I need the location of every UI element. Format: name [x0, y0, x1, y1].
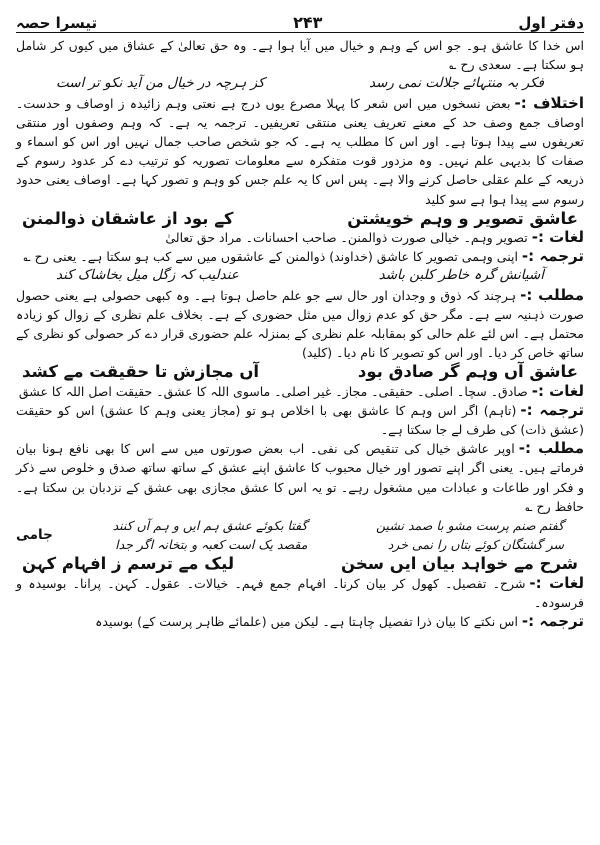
verse-second-hemistich: کز ہرچہ در خیال من آید نکو تر است	[56, 75, 265, 92]
paragraph-text: صادق۔ سچا۔ اصلی۔ حقیقی۔ مجاز۔ غیر اصلی۔ ماسوی اللہ کا عشق۔ حقیقت اصل اللہ کا عشق	[18, 383, 528, 399]
verse-second-hemistich: کے بود از عاشقان ذوالمنن	[22, 208, 234, 228]
verse-second-hemistich: عندلیب کہ زگل میل بخاشاک کند	[56, 267, 239, 284]
couplet-line: سر گشتگان کوئے بتاں را نمی خرد	[387, 537, 564, 553]
poetry-block	[16, 516, 584, 554]
paragraph	[16, 382, 584, 401]
paragraph-text: بعض نسخوں میں اس شعر کا پہلا مصرع یوں درج ہے نعتی وہم زائیدہ ز اوصاف و حدست۔ اوصاف جمع وصف حد کے معنے تعریف یعنی منتقی تعریفیں۔ ترجمہ یہ ہے۔ کہ وہم وصفوں اور منتقی تعریفوں سے پیدا ہوتا ہے۔ اور اس کا مطلب یہ ہے۔ کہ جو شخص صاحب جمال نہیں اور اس کو اسماء و صفات کا بدیہی علم نہیں۔ وہ مزدور قوت متفکرہ سے معلومات تصوریہ کو ترتیب دے کر عدود رسوم کے ذریعہ کے علم عقلی حاصل کرنے والا ہے۔ پس اس کا یہ علم جس کو وہم و تصور کہا ہے۔ اوصاف یعنی حدود رسوم سے پیدا ہوا ہے سو کلید	[16, 95, 584, 207]
header-part-title: تیسرا حصہ	[16, 14, 98, 32]
paragraph	[16, 574, 584, 612]
section-label: ترجمہ :-	[521, 247, 584, 266]
masnavi-couplet	[16, 554, 584, 573]
section-label: لغات :-	[529, 573, 584, 592]
couplet-grid	[61, 516, 584, 554]
paragraph	[16, 286, 584, 363]
paragraph-text: شرح۔ تفصیل۔ کھول کر بیان کرنا۔ افہام جمع فہم۔ خیالات۔ عقول۔ کہن۔ پرانا۔ بوسیدہ و فرسودہ۔	[16, 575, 584, 610]
couplet-line: گفتم صنم پرست مشو با صمد نشین	[376, 518, 564, 534]
couplet-line: گفتا بکوئے عشق ہم ایں و ہم آں کنند	[112, 518, 308, 534]
paragraph	[16, 36, 584, 74]
masnavi-couplet	[16, 209, 584, 228]
quoted-verse	[16, 266, 584, 285]
page-content	[16, 33, 584, 631]
verse-second-hemistich: لیک مے ترسم ز افہام کہن	[22, 554, 235, 574]
paragraph-text: ہرچند کہ ذوق و وجدان اور حال سے جو علم حاصل ہوتا ہے۔ وہ کبھی حصولی ہے یعنی حصول صورت ذہنیہ سے ہے۔ مگر حق کو عدم زوال میں مثل حضوری کے ہے۔ بخلاف علم نظری کے زوال کو زیادہ محتمل ہے۔ اس لئے علم حالی کو بمقابلہ علم نظری کے بمنزلہ علم حضوری قرار دے کر حصولی کو نظری کے ساتھ خاص کر دیا۔ اور اس کو تصویر کا نام دیا۔ (کلید)	[16, 287, 584, 361]
section-label: لغات :-	[531, 228, 584, 247]
paragraph	[16, 94, 584, 209]
verse-first-hemistich: آشیانش گرہ خاطر کلبن باشد	[378, 267, 544, 284]
verse-first-hemistich: شرح مے خواہد بیان ایں سخن	[341, 554, 578, 574]
paragraph-text: تصویر وہم۔ خیالی صورت ذوالمنن۔ صاحب احسانات۔ مراد حق تعالیٰ	[165, 230, 528, 246]
quoted-verse	[16, 74, 584, 93]
section-label: مطلب :-	[518, 439, 584, 458]
paragraph	[16, 612, 584, 631]
paragraph-text: اس خدا کا عاشق ہو۔ جو اس کے وہم و خیال میں آیا ہوا ہے۔ وہ حق تعالیٰ کے عشاق میں کیوں کر شامل ہو سکتا ہے۔ سعدی رح ؎	[16, 38, 584, 73]
section-label: لغات :-	[531, 381, 584, 400]
section-label: ترجمہ :-	[521, 612, 584, 631]
paragraph	[16, 439, 584, 516]
header-section-title: دفتر اول	[518, 14, 584, 32]
paragraph	[16, 401, 584, 439]
verse-first-hemistich: عاشق آں وہم گر صادق بود	[357, 362, 578, 382]
section-label: ترجمہ :-	[520, 400, 584, 419]
verse-first-hemistich: عاشق تصویر و وہم خویشتن	[347, 208, 578, 228]
verse-second-hemistich: آں مجازش تا حقیقت مے کشد	[22, 362, 260, 382]
paragraph-text: (تاہم) اگر اس وہم کا عاشق بھی با اخلاص ہو تو (مجاز یعنی وہم کا عشق) اس کو حقیقت (عشق ذات) کی طرف لے جا سکتا ہے۔	[16, 402, 584, 438]
paragraph-text: اپنی وہمی تصویر کا عاشق (خداوند) ذوالمنن کے عاشقوں میں سے کب ہو سکتا ہے۔ یعنی رح ؎	[23, 249, 518, 265]
poet-name: جامی	[16, 526, 53, 543]
paragraph-text: اس نکتے کا بیان ذرا تفصیل چاہتا ہے۔ لیکن میں (علمائے ظاہر پرست کے) بوسیدہ	[95, 614, 518, 630]
paragraph	[16, 228, 584, 247]
page-header	[16, 6, 584, 33]
page-number: ۲۴۳	[293, 13, 323, 32]
couplet-line: مقصد یک است کعبہ و بتخانہ اگر جدا	[115, 537, 308, 553]
verse-first-hemistich: فکر بہ منتہائے جلالت نمی رسد	[368, 75, 544, 92]
masnavi-couplet	[16, 362, 584, 381]
paragraph-text: اوپر عاشق خیال کی تنقیص کی نفی۔ اب بعض صورتوں میں سے اس کا بھی نافع ہونا بیان فرماتے ہیں۔ یعنی اگر اپنے تصور اور خیال محبوب کا عاشق اپنے عشق کے ساتھ ساتھ صدق و خلوص سے ذکر و فکر اور طاعات و عبادات میں مشغول رہے۔ تو یہ اس کا عشق مجازی بھی عشق کے نزدبان بن سکتا ہے۔ حافظ رح ؎	[16, 441, 584, 514]
section-label: مطلب :-	[520, 285, 584, 304]
paragraph	[16, 247, 584, 266]
section-label: اختلاف :-	[514, 93, 584, 112]
